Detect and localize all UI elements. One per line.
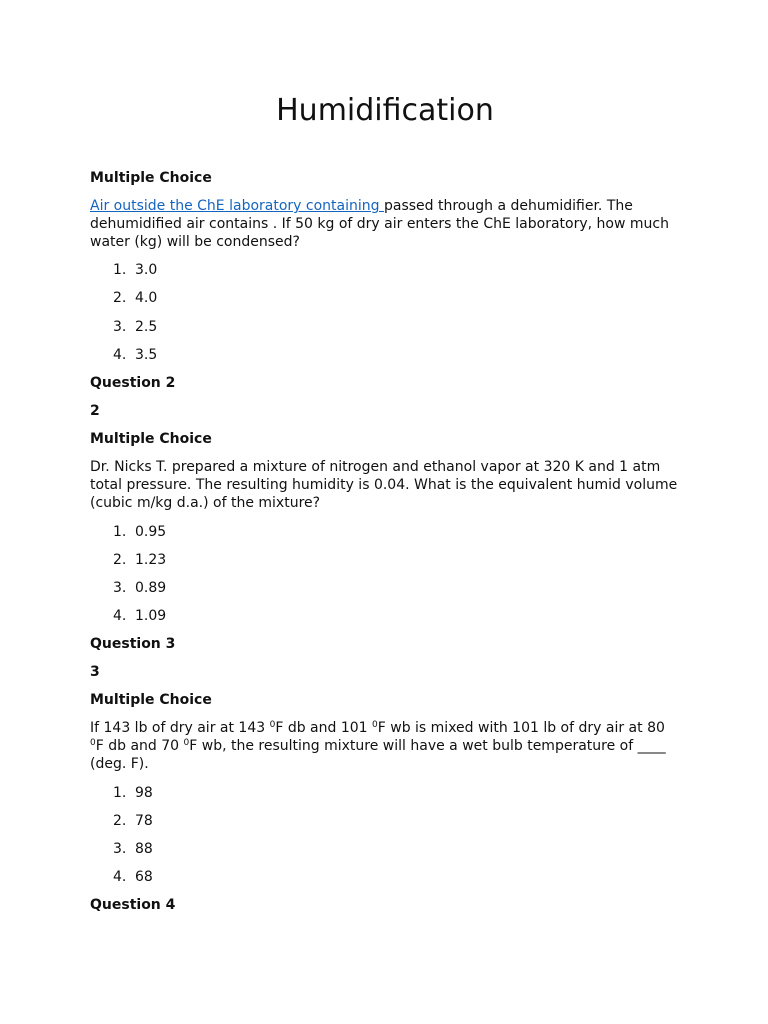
option-number: 2. bbox=[113, 290, 127, 306]
option-text: 3.0 bbox=[135, 262, 158, 278]
q3-text-part: F wb is mixed with 101 lb of dry air at 80 bbox=[377, 720, 665, 736]
q3-heading: Question 3 bbox=[90, 636, 176, 652]
q3-text-part: F wb, the resulting mixture will have a wet bulb temperature of ____ (deg. F). bbox=[90, 738, 666, 772]
q3-option-1 bbox=[113, 784, 153, 802]
q3-option-4 bbox=[113, 868, 153, 886]
option-text: 1.23 bbox=[135, 552, 167, 568]
q3-number: 3 bbox=[90, 664, 100, 680]
q1-text-body: passed through a dehumidifier. The dehumidified air contains . If 50 kg of dry air enters the ChE laboratory, how much water (kg) will be condensed? bbox=[90, 198, 669, 250]
q2-type-label: Multiple Choice bbox=[90, 431, 212, 447]
q1-option-2 bbox=[113, 289, 157, 307]
q2-text: Dr. Nicks T. prepared a mixture of nitrogen and ethanol vapor at 320 K and 1 atm total pressure. The resulting humidity is 0.04. What is the equivalent humid volume (cubic m/kg d.a.) of the mixture? bbox=[90, 459, 678, 511]
degree-superscript: 0 bbox=[269, 720, 276, 730]
q3-text-part: F db and 101 bbox=[275, 720, 373, 736]
option-text: 88 bbox=[135, 841, 153, 857]
option-number: 3. bbox=[113, 319, 127, 335]
q2-option-3 bbox=[113, 579, 166, 597]
option-text: 98 bbox=[135, 785, 153, 801]
q1-type-label: Multiple Choice bbox=[90, 170, 212, 186]
q2-option-4 bbox=[113, 607, 166, 625]
q1-option-1 bbox=[113, 261, 157, 279]
option-number: 3. bbox=[113, 841, 127, 857]
q3-text-part: If 143 lb of dry air at 143 bbox=[90, 720, 270, 736]
option-text: 4.0 bbox=[135, 290, 158, 306]
q3-text bbox=[90, 719, 680, 773]
option-text: 2.5 bbox=[135, 319, 158, 335]
q2-number: 2 bbox=[90, 403, 100, 419]
option-text: 3.5 bbox=[135, 347, 158, 363]
degree-superscript: 0 bbox=[90, 738, 96, 748]
option-number: 1. bbox=[113, 524, 127, 540]
q1-link[interactable]: Air outside the ChE laboratory containing bbox=[90, 198, 384, 214]
option-number: 3. bbox=[113, 580, 127, 596]
option-text: 0.89 bbox=[135, 580, 167, 596]
option-number: 4. bbox=[113, 869, 127, 885]
q1-option-3 bbox=[113, 318, 157, 336]
q3-text-part: F db and 70 bbox=[95, 738, 184, 754]
document-title: Humidification bbox=[276, 93, 494, 128]
q2-option-2 bbox=[113, 551, 166, 569]
option-text: 1.09 bbox=[135, 608, 167, 624]
option-number: 2. bbox=[113, 552, 127, 568]
q3-type-label: Multiple Choice bbox=[90, 692, 212, 708]
degree-superscript: 0 bbox=[183, 738, 190, 748]
degree-superscript: 0 bbox=[372, 720, 378, 730]
option-number: 2. bbox=[113, 813, 127, 829]
q3-option-2 bbox=[113, 812, 153, 830]
q4-heading: Question 4 bbox=[90, 897, 176, 913]
option-text: 78 bbox=[135, 813, 153, 829]
option-text: 68 bbox=[135, 869, 153, 885]
option-number: 1. bbox=[113, 785, 127, 801]
option-text: 0.95 bbox=[135, 524, 167, 540]
option-number: 4. bbox=[113, 608, 127, 624]
q2-option-1 bbox=[113, 523, 166, 541]
option-number: 4. bbox=[113, 347, 127, 363]
q1-option-4 bbox=[113, 346, 157, 364]
option-number: 1. bbox=[113, 262, 127, 278]
q2-heading: Question 2 bbox=[90, 375, 176, 391]
q3-option-3 bbox=[113, 840, 153, 858]
q1-text bbox=[90, 197, 680, 251]
